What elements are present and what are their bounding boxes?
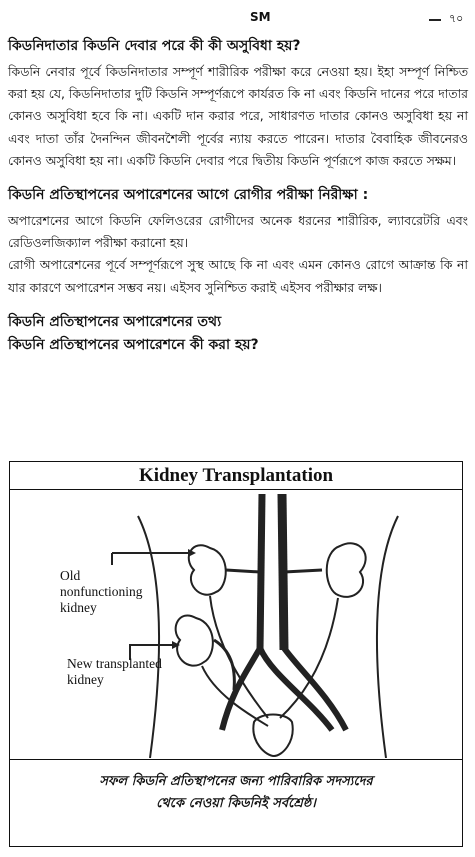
new-kidney	[176, 615, 213, 665]
label-new-kidney: New transplanted kidney	[67, 656, 162, 687]
section-donor-problems	[8, 36, 468, 172]
section-heading: কিডনি প্রতিস্থাপনের অপারেশনের আগে রোগীর পরীক্ষা নিরীক্ষা :	[8, 187, 369, 204]
page-header	[0, 10, 475, 32]
kidney-transplant-figure	[9, 461, 463, 847]
figure-title: Kidney Transplantation	[10, 462, 462, 490]
page-number: ৭০	[449, 12, 464, 25]
figure-caption	[10, 759, 462, 846]
section-paragraph: কিডনি নেবার পূর্বে কিডনিদাতার সম্পূর্ণ শারীরিক পরীক্ষা করে নেওয়া হয়। ইহা সম্পূর্ণ নিশ্চিত করা হয় যে, কিডনিদাতার দুটি কিডনি সম্পূর্ণরূপে কার্যরত কি না এবং কিডনি দানের পরে দাতার কোনও অসুবিধা হবে কি না। একটি দান করার পরে, সাধারণত দাতার কোনও অসুবিধা হয় না এবং দাতা তাঁর দৈনন্দিন জীবনশৈলী পূর্বের ন্যায় করতে পারেন। দাতার বৈবাহিক জীবনেরও কোনও অসুবিধা হয় না। একটি কিডনি দেবার পরে দ্বিতীয় কিডনি পূর্ণরূপে কাজ করতে সক্ষম।	[8, 64, 468, 168]
caption-line-1: সফল কিডনি প্রতিস্থাপনের জন্য পারিবারিক সদস্যদের	[99, 774, 373, 789]
header-divider	[429, 19, 441, 21]
section-paragraph: রোগী অপারেশনের পূর্বে সম্পূর্ণরূপে সুস্থ আছে কি না এবং এমন কোনও রোগে আক্রান্ত কি না যার কারণে অপারেশন সম্ভব নয়। এইসব সুনিশ্চিত করাই এইসব পরীক্ষার লক্ষ।	[8, 257, 468, 295]
page-content	[8, 36, 468, 360]
section-heading: কিডনি প্রতিস্থাপনের অপারেশনের তথ্য	[8, 313, 222, 330]
section-pre-operation-tests	[8, 185, 468, 299]
vena-cava	[282, 494, 284, 650]
aorta	[260, 494, 262, 650]
new-kidney-vessels	[214, 640, 234, 690]
label-old-kidney: Old nonfunctioning kidney	[60, 568, 143, 615]
section-paragraph: অপারেশনের আগে কিডনি ফেলিওরের রোগীদের অনেক ধরনের শারীরিক, ল্যাবরেটরি এবং রেডিওলজিক্যাল পরীক্ষা করানো হয়।	[8, 213, 468, 251]
caption-line-2: থেকে নেওয়া কিডনিই সর্বশ্রেষ্ঠ।	[156, 796, 316, 811]
section-heading: কিডনিদাতার কিডনি দেবার পরে কী কী অসুবিধা হয়?	[8, 38, 301, 54]
renal-artery-right	[284, 570, 322, 572]
body-outline-right	[377, 516, 398, 758]
renal-artery-left	[226, 570, 260, 572]
old-kidney-right	[327, 543, 366, 597]
section-subheading: কিডনি প্রতিস্থাপনের অপারেশনে কী করা হয়?	[8, 336, 259, 353]
kidney-transplant-illustration	[10, 490, 462, 758]
section-operation-info	[8, 312, 468, 355]
page-mark: SM	[250, 10, 271, 24]
